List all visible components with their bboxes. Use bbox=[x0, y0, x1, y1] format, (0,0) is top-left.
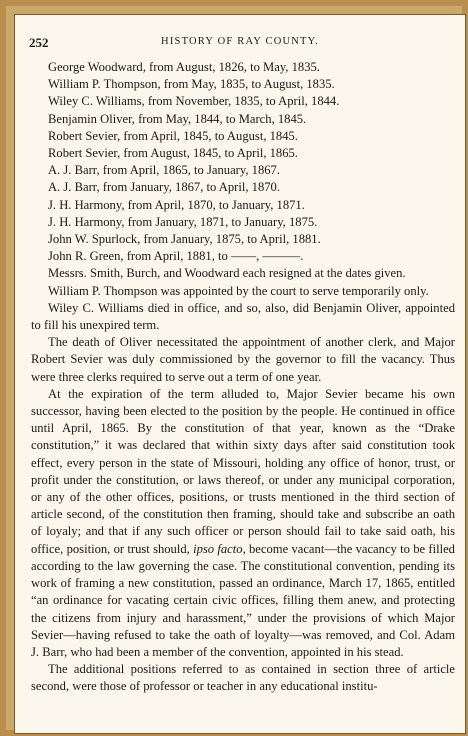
page-number: 252 bbox=[29, 35, 49, 50]
paragraph-additional-positions: The additional positions referred to as contained in section three of article second, were those of professor or teacher in any educational institu- bbox=[31, 662, 455, 694]
paragraph-thompson: William P. Thompson was appointed by the court to serve temporarily only. bbox=[48, 283, 429, 298]
page-body bbox=[31, 59, 455, 696]
list-item: A. J. Barr, from April, 1865, to January, 1867. bbox=[48, 163, 280, 178]
page-header bbox=[29, 35, 451, 53]
book-page bbox=[14, 14, 466, 734]
list-item: Robert Sevier, from April, 1845, to August, 1845. bbox=[48, 128, 298, 143]
list-item: Wiley C. Williams, from November, 1835, to April, 1844. bbox=[48, 94, 340, 109]
list-item: Robert Sevier, from August, 1845, to April, 1865. bbox=[48, 146, 298, 161]
list-item: J. H. Harmony, from April, 1870, to January, 1871. bbox=[48, 197, 305, 212]
list-item: A. J. Barr, from January, 1867, to April, 1870. bbox=[48, 180, 280, 195]
running-head: HISTORY OF RAY COUNTY. bbox=[161, 36, 319, 47]
italic-phrase: ipso facto bbox=[193, 541, 243, 556]
list-item: John W. Spurlock, from January, 1875, to April, 1881. bbox=[48, 232, 321, 247]
list-item: William P. Thompson, from May, 1835, to August, 1835. bbox=[48, 77, 335, 92]
paragraph-text: At the expiration of the term alluded to, Major Sevier became his own successor, having been elected to the position by the people. He continued in office until April, 1865. By the constitution of that year, known as the “Drake constitution,” it was declared that within sixty days after said constitution took effect, every person in the state of Missouri, holding any office of honor, trust, or profit under the constitution, or laws thereof, or under any municipal corporation, or any of the other offices, positions, or trusts mentioned in the third section of article second, of the constitution then framing, should take and subscribe an oath of loyaly; and that if any such officer or person should fail to take said oath, his office, position, or trust should, bbox=[31, 386, 455, 556]
paragraph-williams: Wiley C. Williams died in office, and so, also, did Benjamin Oliver, appointed to fill his unexpired term. bbox=[31, 300, 455, 333]
list-item: John R. Green, from April, 1881, to ——, ———. bbox=[48, 249, 304, 264]
list-item: George Woodward, from August, 1826, to May, 1835. bbox=[48, 60, 320, 74]
paragraph-oliver-death: The death of Oliver necessitated the appointment of another clerk, and Major Robert Sevier was duly commissioned by the governor to fill the vacancy. Thus were three clerks required to serve out a term of one year. bbox=[31, 335, 455, 384]
paragraph-resignations: Messrs. Smith, Burch, and Woodward each resigned at the dates given. bbox=[48, 266, 406, 281]
paragraph-drake-constitution bbox=[31, 386, 455, 661]
list-item: J. H. Harmony, from January, 1871, to January, 1875. bbox=[48, 214, 318, 229]
clerk-list bbox=[31, 59, 455, 265]
list-item: Benjamin Oliver, from May, 1844, to March, 1845. bbox=[48, 111, 307, 126]
paragraph-text: , become vacant—the vacancy to be filled according to the law governing the case. The constitutional convention, pending its work of framing a new constitution, passed an ordinance, March 17, 1865, entitled “an ordinance for vacating certain civic offices, filling them anew, and protecting the citizens from injury and harassment,” under the provisions of which Major Sevier—having refused to take the oath of loyalty—was removed, and Col. Adam J. Barr, who had been a member of the convention, appointed in his stead. bbox=[31, 541, 455, 659]
